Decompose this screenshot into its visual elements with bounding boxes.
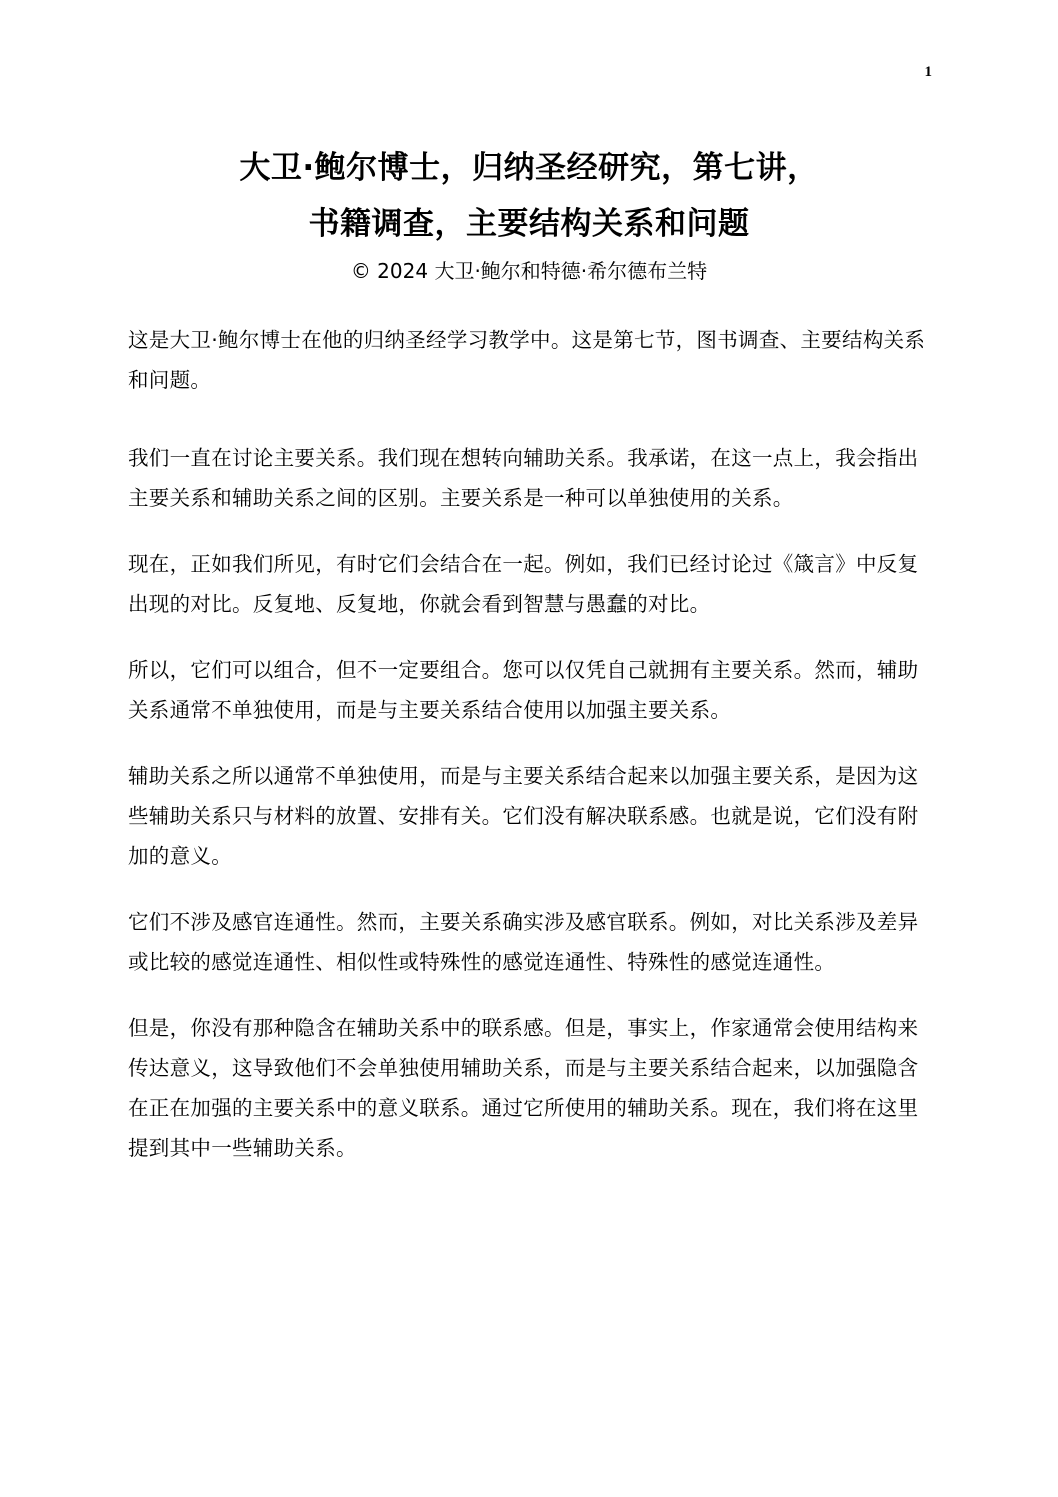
page-number: 1 [924, 64, 932, 80]
paragraph: 所以，它们可以组合，但不一定要组合。您可以仅凭自己就拥有主要关系。然而，辅助关系通常不单独使用，而是与主要关系结合使用以加强主要关系。 [128, 658, 919, 722]
paragraph: 这是大卫·鲍尔博士在他的归纳圣经学习教学中。这是第七节，图书调查、主要结构关系和问题。 [128, 328, 926, 392]
paragraph: 现在，正如我们所见，有时它们会结合在一起。例如，我们已经讨论过《箴言》中反复出现的对比。反复地、反复地，你就会看到智慧与愚蠢的对比。 [128, 552, 919, 616]
document-title-line-2: 书籍调查，主要结构关系和问题 [308, 206, 750, 242]
paragraph: 辅助关系之所以通常不单独使用，而是与主要关系结合起来以加强主要关系，是因为这些辅助关系只与材料的放置、安排有关。它们没有解决联系感。也就是说，它们没有附加的意义。 [128, 764, 919, 868]
document-title-line-1: 大卫·鲍尔博士，归纳圣经研究，第七讲， [239, 150, 819, 186]
copyright-notice: © 2024 大卫·鲍尔和特德·希尔德布兰特 [350, 259, 708, 283]
paragraph: 但是，你没有那种隐含在辅助关系中的联系感。但是，事实上，作家通常会使用结构来传达意义，这导致他们不会单独使用辅助关系，而是与主要关系结合起来，以加强隐含在正在加强的主要关系中的意义联系。通过它所使用的辅助关系。现在，我们将在这里提到其中一些辅助关系。 [128, 1016, 919, 1160]
document-header [100, 140, 958, 290]
document-body [128, 320, 928, 1194]
paragraph: 它们不涉及感官连通性。然而，主要关系确实涉及感官联系。例如，对比关系涉及差异或比较的感觉连通性、相似性或特殊性的感觉连通性、特殊性的感觉连通性。 [128, 910, 919, 974]
paragraph: 我们一直在讨论主要关系。我们现在想转向辅助关系。我承诺，在这一点上，我会指出主要关系和辅助关系之间的区别。主要关系是一种可以单独使用的关系。 [128, 446, 919, 510]
